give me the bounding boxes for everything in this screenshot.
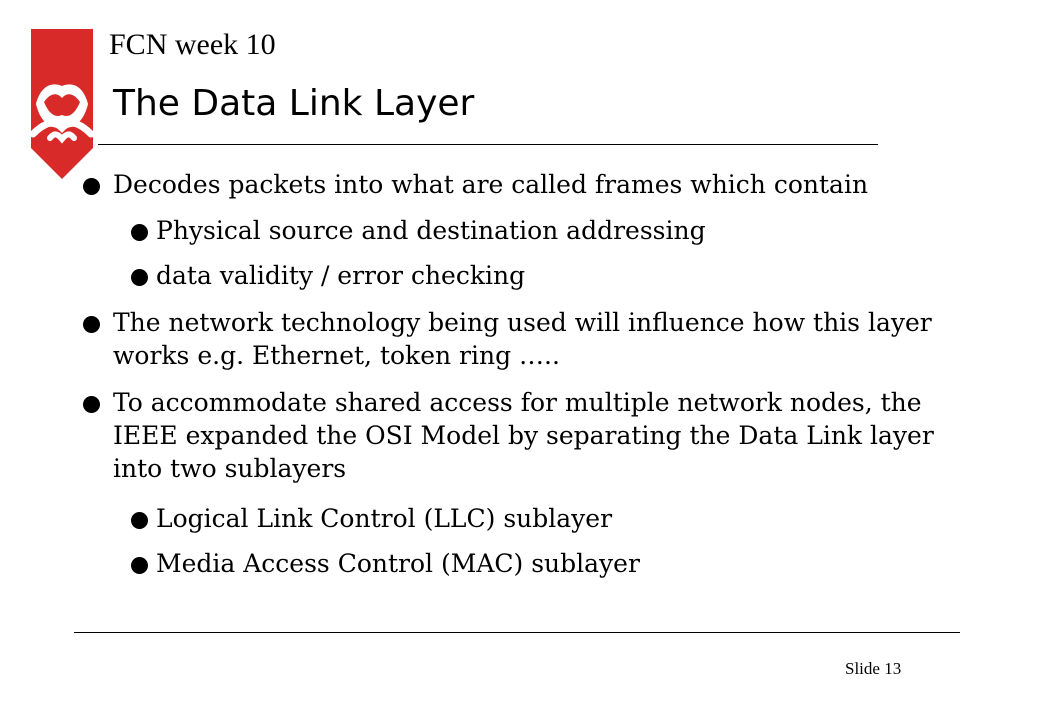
course-label: FCN week 10 xyxy=(109,28,276,61)
sub-bullet-validity xyxy=(156,259,946,292)
bullet-network-technology xyxy=(113,306,963,372)
bullet-icon xyxy=(83,396,100,413)
bullet-icon xyxy=(131,269,148,286)
bullet-text: Media Access Control (MAC) sublayer xyxy=(156,549,640,578)
bullet-icon xyxy=(83,316,100,333)
slide-title: The Data Link Layer xyxy=(113,83,475,124)
bullet-text: data validity / error checking xyxy=(156,261,526,290)
bullet-icon xyxy=(131,224,148,241)
sub-bullet-llc xyxy=(156,502,946,535)
bullet-text: Physical source and destination addressing xyxy=(156,216,706,245)
sub-bullet-addressing xyxy=(156,214,946,247)
bullet-frames xyxy=(113,168,963,201)
bullet-text: To accommodate shared access for multiple network nodes, the IEEE expanded the OSI Model by separating the Data Link layer into two sublayers xyxy=(113,388,934,483)
bullet-text: The network technology being used will influence how this layer works e.g. Ethernet, token ring ….. xyxy=(113,308,932,370)
bullet-text: Logical Link Control (LLC) sublayer xyxy=(156,504,613,533)
bullet-icon xyxy=(131,512,148,529)
footer-divider xyxy=(74,632,960,633)
sub-bullet-mac xyxy=(156,547,946,580)
bullet-icon xyxy=(131,557,148,574)
bullet-ieee-sublayers xyxy=(113,386,963,485)
bullet-icon xyxy=(83,178,100,195)
bullet-text: Decodes packets into what are called frames which contain xyxy=(113,170,869,199)
slide-number: Slide 13 xyxy=(845,659,902,678)
